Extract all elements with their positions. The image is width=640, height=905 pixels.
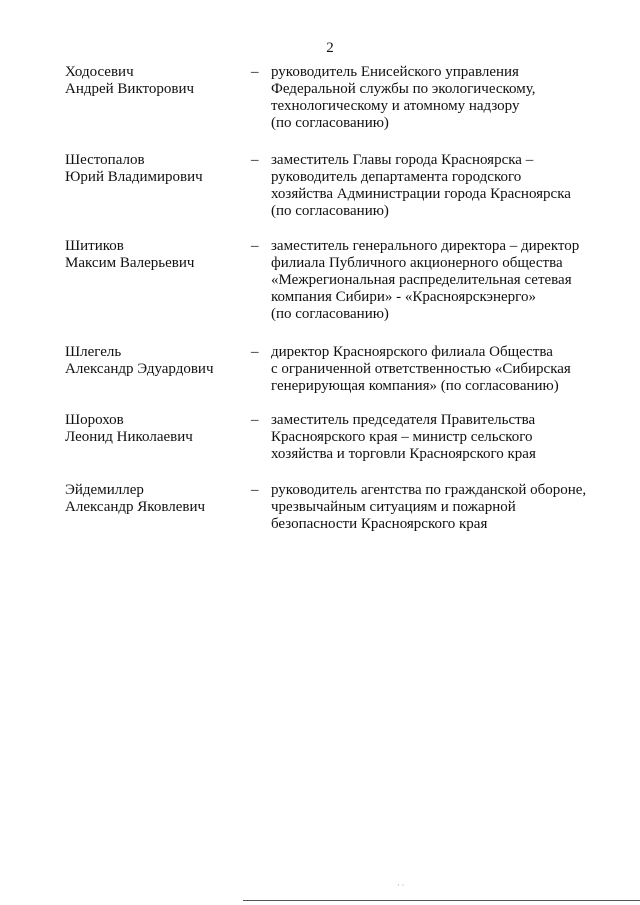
member-given-names: Александр Эдуардович xyxy=(65,361,214,377)
member-given-names: Андрей Викторович xyxy=(65,81,195,97)
member-name xyxy=(65,238,245,272)
member-position xyxy=(271,344,631,395)
separator-dash: – xyxy=(251,344,259,360)
bottom-rule xyxy=(243,900,640,901)
position-line: компания Сибири» - «Красноярскэнерго» xyxy=(271,289,536,305)
position-line: заместитель председателя Правительства xyxy=(271,412,536,428)
member-name xyxy=(65,412,245,446)
member-surname: Шитиков xyxy=(65,238,124,254)
member-position xyxy=(271,482,631,533)
position-line: директор Красноярского филиала Общества xyxy=(271,344,553,360)
position-line: филиала Публичного акционерного общества xyxy=(271,255,563,271)
member-given-names: Максим Валерьевич xyxy=(65,255,195,271)
member-name xyxy=(65,482,245,516)
member-surname: Шестопалов xyxy=(65,152,145,168)
member-given-names: Леонид Николаевич xyxy=(65,429,193,445)
position-line: «Межрегиональная распределительная сетевая xyxy=(271,272,572,288)
position-line: руководитель Енисейского управления xyxy=(271,64,519,80)
position-line: (по согласованию) xyxy=(271,306,389,322)
separator-dash: – xyxy=(251,64,259,80)
member-position xyxy=(271,152,631,220)
separator-dash: – xyxy=(251,482,259,498)
separator-dash: – xyxy=(251,152,259,168)
position-line: технологическому и атомному надзору xyxy=(271,98,520,114)
position-line: хозяйства и торговли Красноярского края xyxy=(271,446,536,462)
position-line: руководитель департамента городского xyxy=(271,169,522,185)
member-surname: Шлегель xyxy=(65,344,122,360)
position-line: Федеральной службы по экологическому, xyxy=(271,81,536,97)
position-line: (по согласованию) xyxy=(271,115,389,131)
position-line: Красноярского края – министр сельского xyxy=(271,429,533,445)
member-name xyxy=(65,64,245,98)
member-surname: Шорохов xyxy=(65,412,124,428)
member-given-names: Александр Яковлевич xyxy=(65,499,206,515)
member-position xyxy=(271,64,631,132)
scan-speck: · · xyxy=(397,881,405,890)
page-number: 2 xyxy=(326,40,334,56)
position-line: хозяйства Администрации города Красноярска xyxy=(271,186,571,202)
member-name xyxy=(65,344,245,378)
member-surname: Эйдемиллер xyxy=(65,482,144,498)
position-line: заместитель Главы города Красноярска – xyxy=(271,152,534,168)
member-name xyxy=(65,152,245,186)
position-line: чрезвычайным ситуациям и пожарной xyxy=(271,499,516,515)
member-position xyxy=(271,412,631,463)
member-surname: Ходосевич xyxy=(65,64,134,80)
separator-dash: – xyxy=(251,238,259,254)
position-line: заместитель генерального директора – директор xyxy=(271,238,580,254)
separator-dash: – xyxy=(251,412,259,428)
member-given-names: Юрий Владимирович xyxy=(65,169,203,185)
position-line: генерирующая компания» (по согласованию) xyxy=(271,378,559,394)
member-position xyxy=(271,238,631,323)
position-line: безопасности Красноярского края xyxy=(271,516,488,532)
position-line: руководитель агентства по гражданской обороне, xyxy=(271,482,587,498)
position-line: с ограниченной ответственностью «Сибирская xyxy=(271,361,571,377)
position-line: (по согласованию) xyxy=(271,203,389,219)
